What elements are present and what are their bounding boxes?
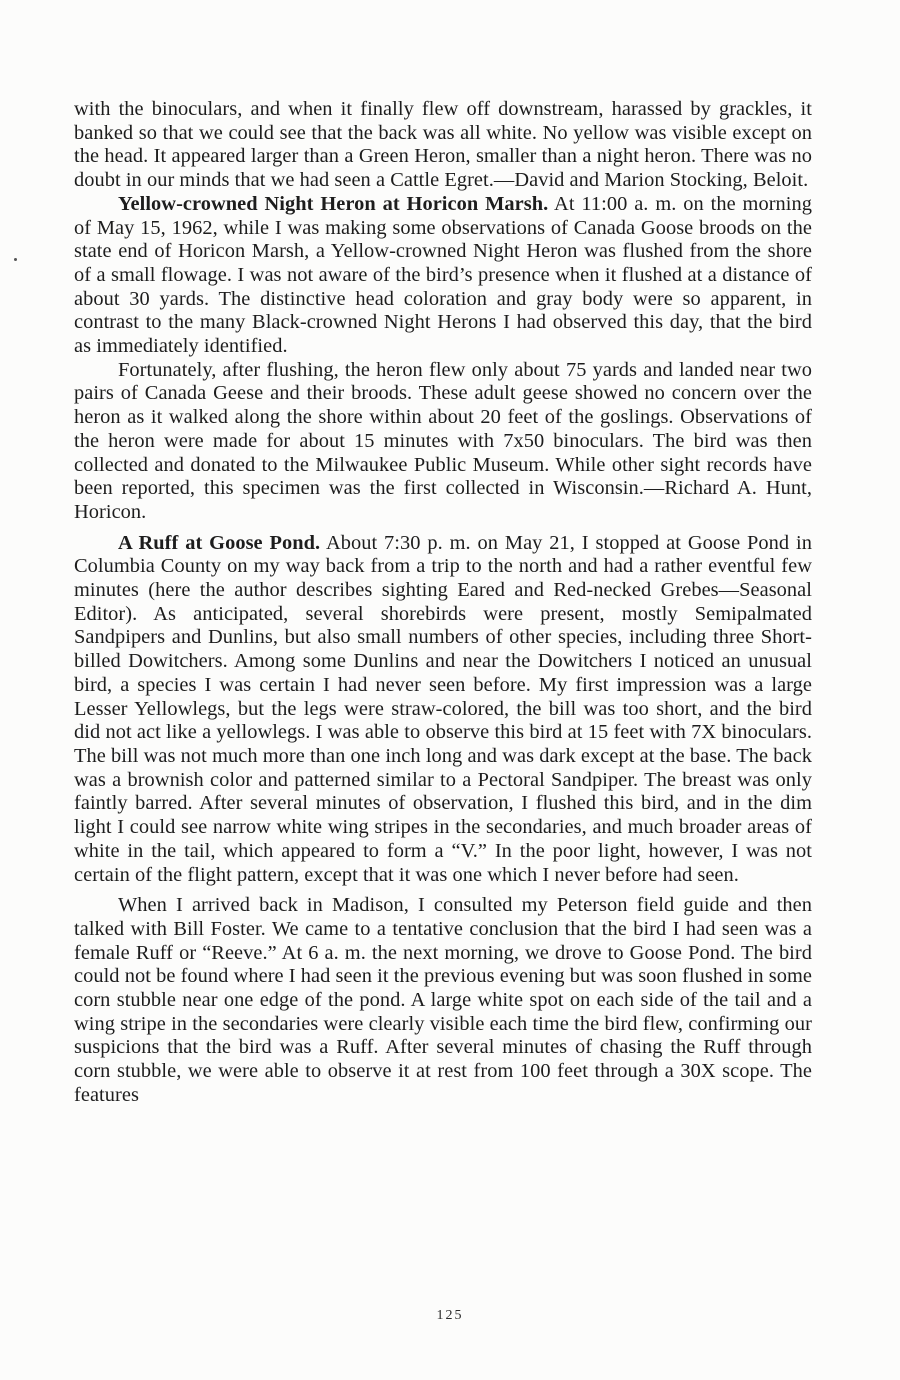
- paragraph-text: with the binoculars, and when it finally flew off downstream, harassed by grackles, it banked so that we could see that the back was all white. No yellow was visible except on the head. It appeared larger than a Green Heron, smaller than a night heron. There was no doubt in our minds that we had seen a Cattle Egret.—David and Marion Stocking, Beloit.: [74, 98, 812, 192]
- page-number: 125: [436, 1308, 464, 1323]
- paragraph-heron-flushing: [74, 359, 812, 525]
- paragraph-madison-return: [74, 894, 812, 1107]
- paragraph-text: When I arrived back in Madison, I consulted my Peterson field guide and then talked with Bill Foster. We came to a tentative conclusion that the bird I had seen was a female Ruff or “Reeve.” At 6 a. m. the next morning, we drove to Goose Pond. The bird could not be found where I had seen it the previous evening but was soon flushed in some corn stubble near one edge of the pond. A large white spot on each side of the tail and a wing stripe in the secondaries were clearly visible each time the bird flew, confirming our suspicions that the bird was a Ruff. After several minutes of chasing the Ruff through corn stubble, we were able to observe it at rest from 100 feet through a 30X scope. The features: [74, 894, 812, 1106]
- section-heading: Yellow-crowned Night Heron at Horicon Marsh.: [118, 192, 549, 215]
- paragraph-cattle-egret-ending: [74, 98, 812, 193]
- paragraph-text: At 11:00 a. m. on the morning of May 15, 1962, while I was making some observations of Canada Goose broods on the state end of Horicon Marsh, a Yellow-crowned Night Heron was flushed from the shore of a small flowage. I was not aware of the bird’s presence when it flushed at a distance of about 30 yards. The distinctive head coloration and gray body were so apparent, in contrast to the many Black-crowned Night Herons I had observed this day, that the bird as immediately identified.: [74, 192, 812, 358]
- paragraph-text: About 7:30 p. m. on May 21, I stopped at Goose Pond in Columbia County on my way back from a trip to the north and had a rather eventful few minutes (here the author describes sighting Eared and Red-necked Grebes—Seasonal Editor). As anticipated, several shorebirds were present, mostly Semipalmated Sandpipers and Dunlins, but also small numbers of other species, including three Short-billed Dowitchers. Among some Dunlins and near the Dowitchers I noticed an unusual bird, a species I was certain I had never seen before. My first impression was a large Lesser Yellowlegs, but the legs were straw-colored, the bill was too short, and the bird did not act like a yellowlegs. I was able to observe this bird at 15 feet with 7X binoculars. The bill was not much more than one inch long and was dark except at the base. The back was a brownish color and patterned similar to a Pectoral Sandpiper. The breast was only faintly barred. After several minutes of observation, I flushed this bird, and in the dim light I could see narrow white wing stripes in the secondaries, and much broader areas of white in the tail, which appeared to form a “V.” In the poor light, however, I was not certain of the flight pattern, except that it was one which I never before had seen.: [74, 531, 812, 886]
- section-heading: A Ruff at Goose Pond.: [118, 531, 321, 554]
- paragraph-text: Fortunately, after flushing, the heron flew only about 75 yards and landed near two pairs of Canada Geese and their broods. These adult geese showed no concern over the heron as it walked along the shore within about 20 feet of the goslings. Observations of the heron were made for about 15 minutes with 7x50 binoculars. The bird was then collected and donated to the Milwaukee Public Museum. While other sight records have been reported, this specimen was the first collected in Wisconsin.—Richard A. Hunt, Horicon.: [74, 358, 812, 523]
- margin-speck: [14, 258, 17, 261]
- body-text: [74, 98, 812, 1108]
- paragraph-ruff-at-goose-pond: [74, 532, 812, 888]
- paragraph-yellow-crowned-night-heron: [74, 193, 812, 359]
